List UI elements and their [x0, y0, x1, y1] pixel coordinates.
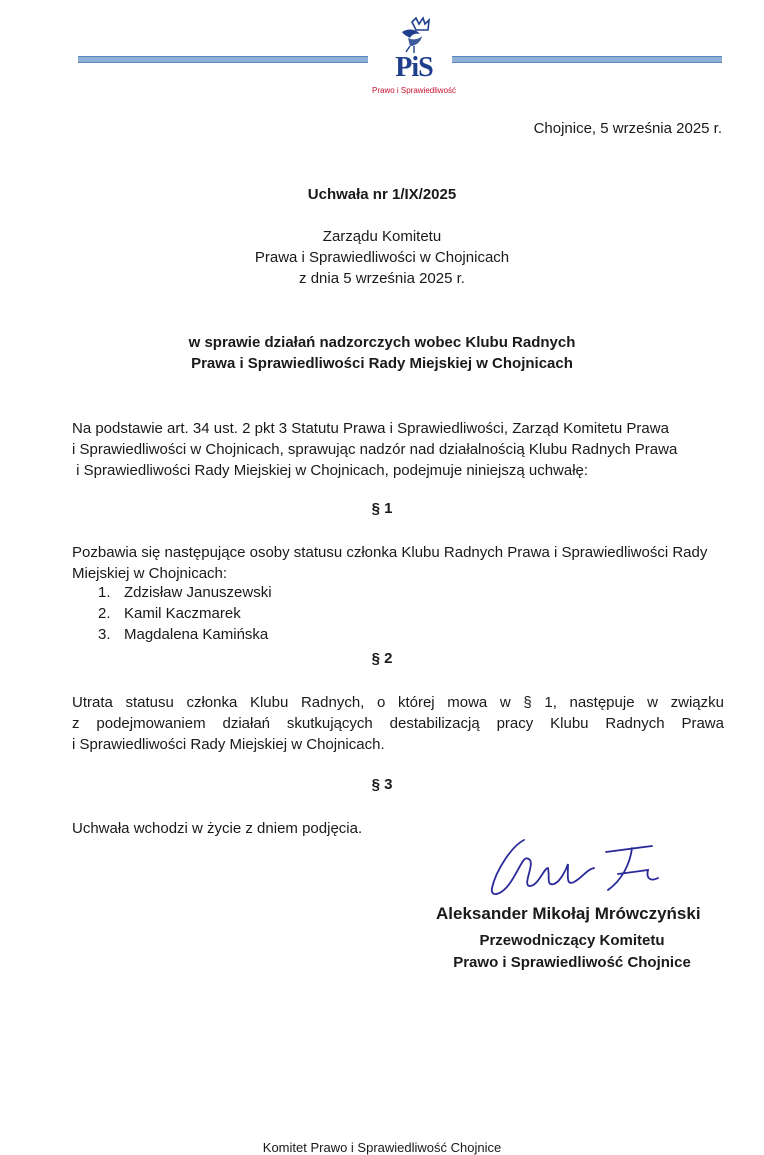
- header-rule-right: [452, 56, 722, 63]
- date-line: Chojnice, 5 września 2025 r.: [533, 120, 722, 137]
- section-2-heading: § 2: [371, 650, 393, 667]
- section-1-line: Miejskiej w Chojnicach:: [72, 565, 228, 582]
- list-item: 3. Magdalena Kamińska: [98, 626, 269, 643]
- party-logo: [372, 16, 456, 100]
- section-1-text: [72, 542, 724, 584]
- section-2-line: Utrata statusu członka Klubu Radnych, o której mowa w § 1, następuje w związku: [72, 694, 724, 711]
- person-name: Magdalena Kamińska: [124, 626, 269, 643]
- issuer-line-3: z dnia 5 września 2025 r.: [299, 270, 465, 287]
- issuer-line-2: Prawa i Sprawiedliwości w Chojnicach: [254, 249, 510, 266]
- page-footer: Komitet Prawo i Sprawiedliwość Chojnice: [262, 1140, 502, 1155]
- resolution-title: Uchwała nr 1/IX/2025: [307, 186, 457, 203]
- eagle-crown-icon: [372, 16, 456, 56]
- list-item: 1. Zdzisław Januszewski: [98, 584, 272, 601]
- preamble-line: Na podstawie art. 34 ust. 2 pkt 3 Statutu Prawa i Sprawiedliwości, Zarząd Komitetu Prawa: [72, 420, 669, 437]
- section-1-heading: § 1: [371, 500, 393, 517]
- signer-name: Aleksander Mikołaj Mrówczyński: [436, 904, 701, 923]
- logo-subtitle: Prawo i Sprawiedliwość: [372, 86, 457, 95]
- section-2-line: i Sprawiedliwości Rady Miejskiej w Chojnicach.: [72, 736, 385, 753]
- header-rule-left: [78, 56, 368, 63]
- persons-list: [98, 582, 272, 645]
- issuer-line-1: Zarządu Komitetu: [322, 228, 442, 245]
- preamble-line: i Sprawiedliwości Rady Miejskiej w Chojnicach, podejmuje niniejszą uchwałę:: [72, 462, 589, 479]
- person-name: Kamil Kaczmarek: [124, 605, 241, 622]
- signature-icon: [482, 826, 682, 906]
- section-1-line: Pozbawia się następujące osoby statusu członka Klubu Radnych Prawa i Sprawiedliwości Rady: [72, 544, 708, 561]
- subject-line-1: w sprawie działań nadzorczych wobec Klubu Radnych: [188, 334, 576, 351]
- preamble-line: i Sprawiedliwości w Chojnicach, sprawując nadzór nad działalnością Klubu Radnych Prawa: [72, 441, 678, 458]
- list-item: 2. Kamil Kaczmarek: [98, 605, 241, 622]
- signer-organization: Prawo i Sprawiedliwość Chojnice: [453, 954, 691, 971]
- section-2-line: z podejmowaniem działań skutkujących destabilizacją pracy Klubu Radnych Prawa: [72, 715, 724, 732]
- preamble-paragraph: [72, 418, 724, 481]
- logo-wordmark: PiS: [395, 52, 433, 83]
- signer-role: Przewodniczący Komitetu: [479, 932, 665, 949]
- section-2-text: [72, 692, 724, 755]
- section-3-text: Uchwała wchodzi w życie z dniem podjęcia.: [72, 820, 363, 837]
- person-name: Zdzisław Januszewski: [124, 584, 272, 601]
- subject-line-2: Prawa i Sprawiedliwości Rady Miejskiej w Chojnicach: [191, 355, 573, 372]
- section-3-heading: § 3: [371, 776, 393, 793]
